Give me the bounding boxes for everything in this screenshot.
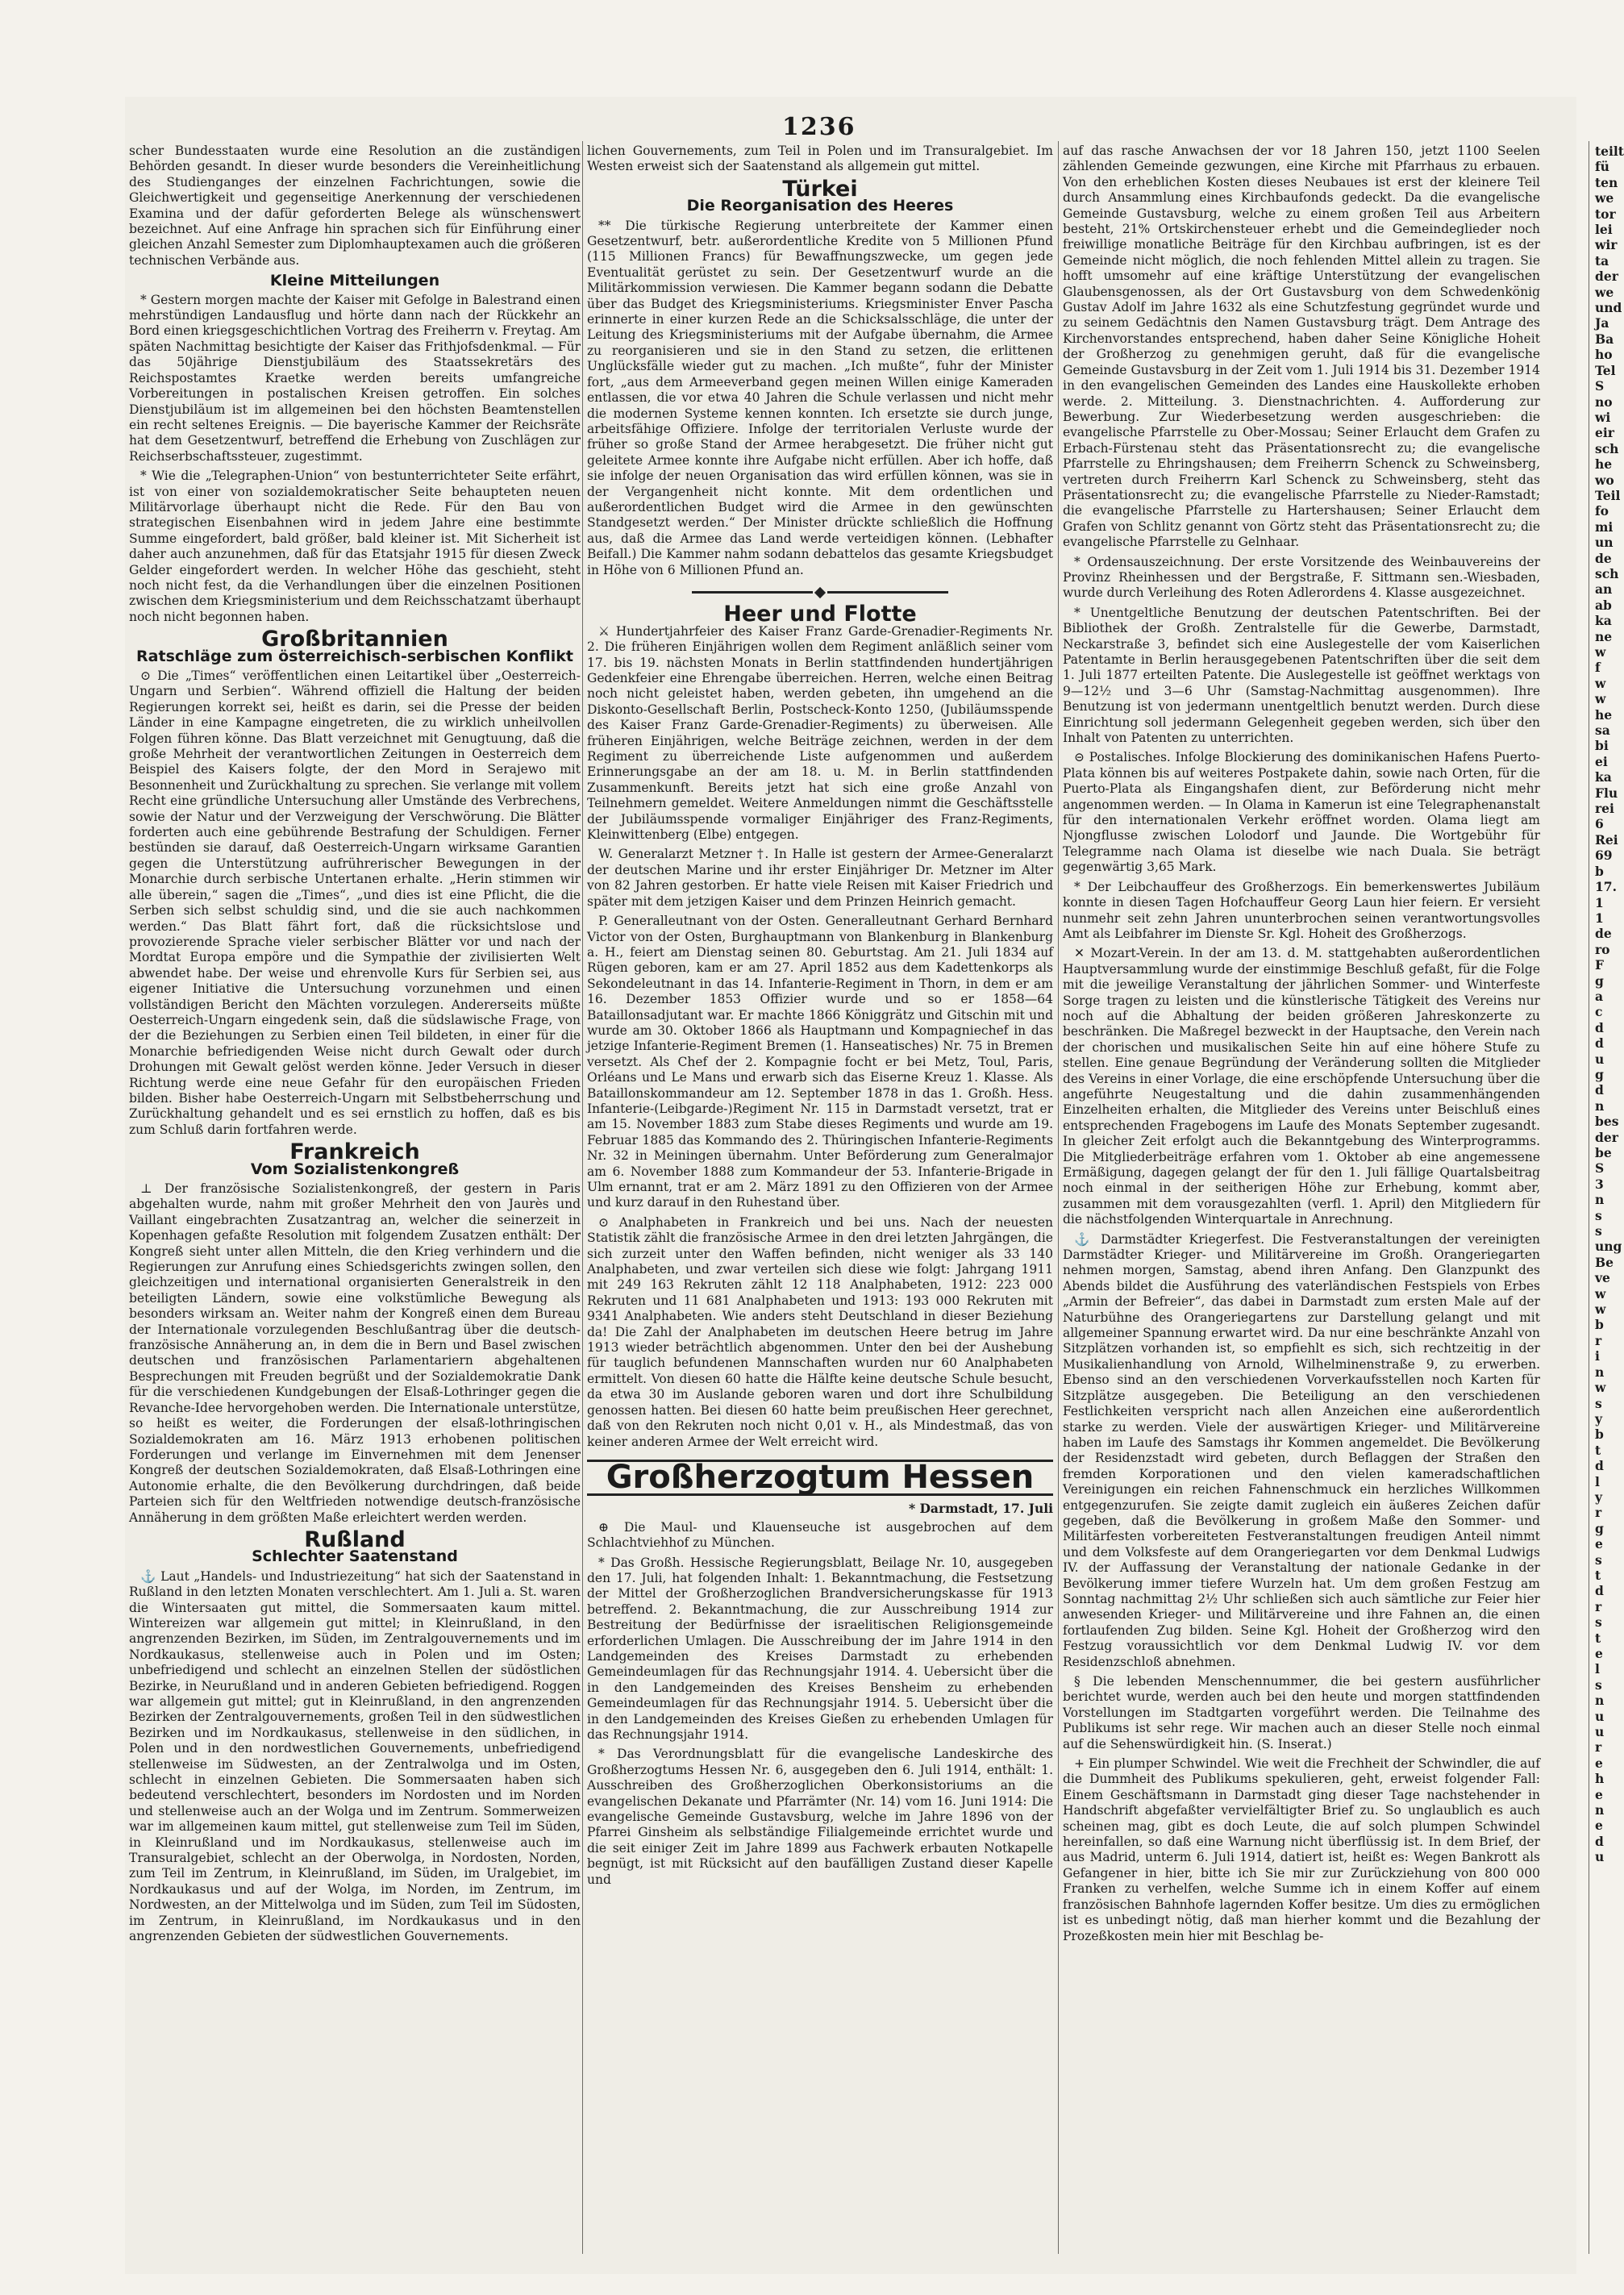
edge-fragment: s: [1595, 1676, 1602, 1693]
edge-fragment: l: [1595, 1661, 1600, 1677]
article-paragraph: P. Generalleutnant von der Osten. Generalleutnant Gerhard Bernhard Victor von der Osten, Burghauptmann von Blankenburg in Blankenburg a. H., feiert am Dienstag seinen 80. Geburtstag. Am 21. Juli 1834 auf Rügen geboren, kam er am 27. April 1852 aus dem Kadettenkorps als Sekondeleutnant in das 14. Infanterie-Regiment in Thorn, in dem er am 16. Dezember 1853 Offizier wurde und so er 1858—64 Bataillonsadjutant war. Er machte 1866 Königgrätz und Gitschin mit und wurde am 30. Oktober 1866 als Hauptmann und Kompagniechef in das jetzige Infanterie-Regiment Bremen (1. Hanseatisches) Nr. 75 in Bremen versetzt. Als Chef der 2. Kompagnie focht er bei Metz, Toul, Paris, Orléans und Le Mans und erwarb sich das Eiserne Kreuz 1. Klasse. Als Bataillonskommandeur am 12. September 1878 in das 1. Großh. Hess. Infanterie-(Leibgarde-)Regiment Nr. 115 in Darmstadt versetzt, trat er am 15. November 1883 zum Stabe dieses Regiments und wurde am 19. Februar 1885 das Kommando des 2. Thüringischen Infanterie-Regiments Nr. 32 in Meiningen übernahm. Unter Beförderung zum Generalmajor am 6. November 1888 zum Kommandeur der 53. Infanterie-Brigade in Ulm ernannt, trat er am 2. März 1891 zu den Offizieren von der Armee und kurz darauf in den Ruhestand über.: [587, 914, 1053, 1210]
article-paragraph: ⊕ Die Maul- und Klauenseuche ist ausgebrochen auf dem Schlachtviehhof zu München.: [587, 1519, 1053, 1551]
dateline: * Darmstadt, 17. Juli: [908, 1501, 1053, 1517]
article-paragraph: * Ordensauszeichnung. Der erste Vorsitzende des Weinbauvereins der Provinz Rheinhessen und der Bergstraße, F. Sittmann sen.-Wiesbaden, wurde durch Verleihung des Roten Adlerordens 4. Klasse ausgezeichnet.: [1063, 554, 1540, 601]
edge-fragment: tor: [1595, 206, 1616, 222]
edge-fragment: r: [1595, 1598, 1602, 1614]
column-rule-1: [582, 141, 583, 2254]
edge-fragment: ro: [1595, 941, 1610, 957]
edge-fragment: t: [1595, 1630, 1601, 1646]
article-headline: Schlechter Saatenstand: [252, 1547, 458, 1566]
edge-fragment: Teil: [1595, 487, 1621, 503]
edge-fragment: rei: [1595, 801, 1614, 817]
edge-fragment: wo: [1595, 472, 1614, 488]
edge-fragment: 1: [1595, 894, 1604, 910]
edge-fragment: d: [1595, 1019, 1604, 1035]
edge-fragment: y: [1595, 1410, 1603, 1427]
edge-fragment: Tel: [1595, 362, 1616, 378]
edge-fragment: b: [1595, 1317, 1604, 1333]
edge-fragment: g: [1595, 1520, 1604, 1536]
edge-fragment: F: [1595, 957, 1605, 973]
edge-fragment: e: [1595, 1536, 1603, 1552]
edge-fragment: ne: [1595, 628, 1613, 644]
edge-fragment: l: [1595, 1473, 1600, 1489]
section-heading-tuerkei: Türkei: [782, 176, 858, 202]
article-paragraph: ⊝ Postalisches. Infolge Blockierung des dominikanischen Hafens Puerto-Plata können bis auf weiteres Postpakete dahin, sowie nach Orten, für die Puerto-Plata als Eingangshafen dient, zur Beförderung nicht mehr angenommen werden. — In Olama in Kamerun ist eine Telegraphenanstalt für den internationalen Verkehr eröffnet worden. Olama liegt am Njongflusse zwischen Lolodorf und Jaunde. Die Wortgebühr für Telegramme nach Olama ist dieselbe wie nach Duala. Sie beträgt gegenwärtig 3,65 Mark.: [1063, 750, 1540, 875]
article-paragraph: W. Generalarzt Metzner †. In Halle ist gestern der Armee-Generalarzt der deutschen Marine und ihr erster Einjähriger Dr. Metzner im Alter von 82 Jahren gestorben. Er hatte viele Reisen mit Kaiser Friedrich und später mit dem jetzigen Kaiser und dem Prinzen Heinrich gemacht.: [587, 847, 1053, 909]
edge-fragment: wi: [1595, 409, 1611, 425]
edge-fragment: ka: [1595, 613, 1612, 629]
edge-fragment: n: [1595, 1364, 1605, 1380]
edge-fragment: ten: [1595, 174, 1618, 190]
edge-fragment: teilt: [1595, 144, 1624, 159]
edge-fragment: S: [1595, 1160, 1605, 1177]
edge-fragment: he: [1595, 706, 1613, 723]
edge-fragment: n: [1595, 1802, 1605, 1818]
section-heading-grossbritannien: Großbritannien: [261, 627, 448, 652]
edge-fragment: s: [1595, 1614, 1602, 1631]
edge-fragment: ka: [1595, 769, 1612, 785]
edge-fragment: u: [1595, 1724, 1605, 1740]
edge-fragment: 6: [1595, 816, 1604, 832]
edge-fragment: S: [1595, 378, 1605, 394]
edge-fragment: 17.: [1595, 879, 1617, 895]
edge-fragment: eir: [1595, 425, 1614, 441]
edge-fragment: g: [1595, 1066, 1604, 1082]
edge-fragment: w: [1595, 1380, 1606, 1396]
edge-fragment: und: [1595, 300, 1622, 316]
edge-fragment: 1: [1595, 910, 1604, 926]
edge-fragment: de: [1595, 926, 1612, 942]
article-continuation: lichen Gouvernements, zum Teil in Polen und im Transuralgebiet. Im Westen erweist sich der Saatenstand als allgemein gut mittel.: [587, 144, 1053, 174]
article-headline: Ratschläge zum österreichisch-serbischen Konflikt: [136, 647, 573, 665]
article-paragraph: ⊥ Der französische Sozialistenkongreß, der gestern in Paris abgehalten wurde, nahm mit großer Mehrheit den von Jaurès und Vaillant eingebrachten Zusatzantrag an, welcher die seinerzeit in Kopenhagen gefaßte Resolution mit folgendem Zusatzen enthält: Der Kongreß sieht unter allen Mitteln, die den Krieg verhindern und die Regierungen zur Anrufung eines Schiedsgerichts zwingen sollen, den gleichzeitigen und international organisierten Generalstreik in den beteiligten Ländern, sowie eine volkstümliche Bewegung als besonders wirksam an. Weiter nahm der Kongreß einen dem Bureau der Internationale vorzulegenden Beschlußantrag über die deutsch-französische Annäherung an, in dem die in Bern und Basel zwischen deutschen und französischen Parlamentariern abgehaltenen Besprechungen mit Freuden begrüßt und der Sozialdemokratie Dank für die verschiedenen Kundgebungen der Elsaß-Lothringer gegen die Revanche-Idee hervorgehoben werden. Die Internationale unterstütze, so heißt es weiter, die Forderungen der elsaß-lothringischen Sozialdemokraten am 16. März 1913 erhobenen politischen Forderungen und verlange im Einvernehmen mit dem Jenenser Kongreß der deutschen Sozialdemokraten, daß Elsaß-Lothringen eine Autonomie erhalte, die den Bevölkerung durchdringen, daß beide Parteien sich für den Weltfrieden notwendige deutsch-französische Annäherung in dem größten Maße erleichtert werden werden.: [129, 1181, 581, 1525]
article-paragraph: * Der Leibchauffeur des Großherzogs. Ein bemerkenswertes Jubiläum konnte in diesen Tagen Hofchauffeur Georg Laun hier feiern. Er versieht nunmehr seit zehn Jahren ununterbrochen seinen verantwortungsvolles Amt als Leibfahrer im Dienste Sr. Kgl. Hoheit des Großherzogs.: [1063, 879, 1540, 941]
article-paragraph: + Ein plumper Schwindel. Wie weit die Frechheit der Schwindler, die auf die Dummheit des Publikums spekulieren, geht, erweist folgender Fall: Einem Geschäftsmann in Darmstadt ging dieser Tage nachstehender in Handschrift abgefaßter vervielfältigter Brief zu. So unglaublich es auch scheinen mag, gibt es doch Leute, die auf solch plumpen Schwindel hereinfallen, so daß eine Warnung nicht überflüssig ist. In dem Brief, der aus Madrid, unterm 6. Juli 1914, datiert ist, heißt es: Wegen Bankrott als Gefangener in hier, bitte ich Sie mir zur Zurückziehung von 800 000 Franken zu verhelfen, welche Summe ich in einem Koffer auf einem französischen Bahnhofe lagernden Koffer besitze. Um dies zu ermöglichen ist es unbedingt nötig, daß man hierher kommt und die Bezahlung der Prozeßkosten mein hier mit Beschlag be-: [1063, 1756, 1540, 1943]
section-divider: [587, 585, 1053, 600]
article-headline: Die Reorganisation des Heeres: [686, 197, 954, 215]
edge-fragment: w: [1595, 691, 1606, 707]
edge-fragment: fü: [1595, 159, 1609, 175]
edge-fragment: lei: [1595, 222, 1613, 238]
edge-fragment: h: [1595, 1771, 1605, 1787]
edge-fragment: mi: [1595, 519, 1614, 535]
edge-fragment: s: [1595, 1223, 1602, 1239]
edge-fragment: e: [1595, 1786, 1603, 1802]
column-left: [129, 144, 581, 2256]
edge-fragment: un: [1595, 535, 1614, 551]
edge-fragment: sch: [1595, 565, 1619, 581]
edge-fragment: Be: [1595, 1254, 1614, 1270]
edge-fragment: d: [1595, 1035, 1604, 1052]
edge-fragment: ung: [1595, 1239, 1622, 1255]
edge-fragment: d: [1595, 1458, 1604, 1474]
edge-fragment: u: [1595, 1708, 1605, 1724]
edge-fragment: e: [1595, 1646, 1603, 1661]
edge-fragment: e: [1595, 1755, 1603, 1771]
edge-fragment: u: [1595, 1051, 1605, 1067]
column-right: [1063, 144, 1540, 2256]
adjacent-page-edge: [1595, 144, 1624, 2256]
article-paragraph: ⚓ Darmstädter Kriegerfest. Die Festveranstaltungen der vereinigten Darmstädter Krieger- und Militärvereine im Großh. Orangeriegarten nehmen morgen, Samstag, abend ihren Anfang. Den Glanzpunkt des Abends bildet die Ausführung des vaterländischen Festspiels von Erbes „Armin der Befreier“, das dabei in Darmstadt zum ersten Male auf der Naturbühne des Orangeriegartens zur Darstellung gelangt und mit allgemeiner Spannung erwartet wird. Da nur eine beschränkte Anzahl von Sitzplätzen vorhanden ist, so empfiehlt es sich, sich rechtzeitig in der Musikalienhandlung von Arnold, Wilhelminenstraße 9, zu erwerben. Ebenso sind an den verschiedenen Vorverkaufsstellen noch Karten für Sitzplätze ausgegeben. Die Beteiligung an den verschiedenen Festlichkeiten verspricht nach allen Anzeichen eine außerordentlich starke zu werden. Viele der auswärtigen Krieger- und Militärvereine haben im Laufe des Samstags ihr Kommen angemeldet. Die Bevölkerung der Residenzstadt wird gebeten, durch Beflaggen der Straßen den fremden Korporationen und den vielen kameradschaftlichen Vereinigungen ein reichen Fahnenschmuck ein herzliches Willkommen entgegenzurufen. Sie zeigte damit zugleich ein äußeres Zeichen dafür gegeben, daß die Bevölkerung in großem Maße den Sommer- und Militärfesten vorbereiteten Festveranstaltungen freudigen Anteil nimmt und dem Volksfeste auf dem Orangeriegarten vor dem Denkmal Ludwigs IV. der Auffassung der Veranstaltung der nationale Gedanke in der Bevölkerung immer tiefere Wurzeln hat. Um dem großen Festzug am Sonntag nachmittag 2½ Uhr schließen sich auch sämtliche zur Feier hier anwesenden Krieger- und Militärvereine und ihre Fahnen an, die einen fortlaufenden Zug bilden. Seine Kgl. Hoheit der Großherzog wird den Festzug voraussichtlich vor dem Denkmal Ludwig IV. vor dem Residenzschloß abnehmen.: [1063, 1231, 1540, 1669]
article-continuation: auf das rasche Anwachsen der vor 18 Jahren 150, jetzt 1100 Seelen zählenden Gemeinde gezwungen, eine Kirche mit Pfarrhaus zu erbauen. Von den erheblichen Kosten dieses Neubaues ist erst der kleinere Teil durch Ansammlung eines Kirchbaufonds gedeckt. Da die evangelische Gemeinde Gustavsburg, welche zu einem großen Teil aus Arbeitern besteht, 21% Ortskirchensteuer erhebt und die Gemeindeglieder noch freiwillige monatliche Beiträge für den Kirchbau aufbringen, ist es der Gemeinde nicht möglich, die noch fehlenden Mittel allein zu tragen. Sie hofft umsomehr auf eine kräftige Unterstützung der evangelischen Glaubensgenossen, als der Ort Gustavsburg von dem Schwedenkönig Gustav Adolf im Jahre 1632 als eine Schutzfestung gegründet wurde und zu seinem Gedächtnis den Namen Gustavsburg trägt. Dem Antrage des Kirchenvorstandes entsprechend, haben daher Seine Königliche Hoheit der Großherzog zu genehmigen geruht, daß für die evangelische Gemeinde Gustavsburg in der Zeit vom 1. Juli 1914 bis 31. Dezember 1914 in den evangelischen Gemeinden des Landes eine Hauskollekte erhoben werde. 2. Mitteilung. 3. Dienstnachrichten. 4. Aufforderung zur Bewerbung. Zur Wiederbesetzung werden ausgeschrieben: die evangelische Pfarrstelle zu Ober-Mossau; Seiner Erlaucht dem Grafen zu Erbach-Fürstenau steht das Präsentationsrecht zu; die evangelische Pfarrstelle zu Ehringshausen; dem Freiherrn Schenck zu Schweinsberg, vertreten durch Freiherrn Karl Schenck zu Schweinsberg, steht das Präsentationsrecht zu; die evangelische Pfarrstelle zu Nieder-Ramstadt; die evangelische Pfarrstelle zu Hartershausen; Seiner Erlaucht dem Grafen von Schlitz genannt von Görtz steht das Präsentationsrecht zu; die evangelische Pfarrstelle zu Gelnhaar.: [1063, 144, 1540, 550]
edge-fragment: t: [1595, 1567, 1601, 1583]
edge-fragment: e: [1595, 1818, 1603, 1834]
edge-fragment: w: [1595, 675, 1606, 691]
edge-fragment: sch: [1595, 440, 1619, 456]
edge-fragment: y: [1595, 1489, 1603, 1505]
edge-fragment: der: [1595, 269, 1618, 285]
section-heading-frankreich: Frankreich: [289, 1139, 420, 1165]
edge-fragment: s: [1595, 1395, 1602, 1411]
article-paragraph: * Gestern morgen machte der Kaiser mit Gefolge in Balestrand einen mehrstündigen Landausflug und hörte dann nach der Rückkehr an Bord einen kriegsgeschichtlichen Vortrag des Freiherrn v. Freytag. Am späten Nachmittag besichtigte der Kaiser das Frithjofsdenkmal. — Für das 50jährige Dienstjubiläum des Staatssekretärs des Reichspostamtes Kraetke werden bereits umfangreiche Vorbereitungen in postalischen Kreisen getroffen. Ein solches Dienstjubiläum ist im allgemeinen bei den höchsten Beamtenstellen ein recht seltenes Ereignis. — Die bayerische Kammer der Reichsräte hat dem Gesetzentwurf, betreffend die Erhebung von Zuschlägen zur Reichserbschaftssteuer, zugestimmt.: [129, 292, 581, 464]
column-middle: [587, 144, 1053, 2256]
article-paragraph: * Das Verordnungsblatt für die evangelische Landeskirche des Großherzogtums Hessen Nr. 6, ausgegeben den 6. Juli 1914, enthält: 1. Ausschreiben des Großherzoglichen Oberkonsistoriums an die evangelischen Dekanate und Pfarrämter (Nr. 14) vom 16. Juni 1914: Die evangelische Gemeinde Gustavsburg, welche im Jahre 1896 von der Pfarrei Ginsheim als selbständige Filialgemeinde errichtet wurde und die seit einiger Zeit im Jahre 1899 aus Fachwerk erbauten Notkapelle begnügt, ist mit Rücksicht auf den baufälligen Zustand dieser Kapelle und: [587, 1747, 1053, 1887]
article-paragraph: * Das Großh. Hessische Regierungsblatt, Beilage Nr. 10, ausgegeben den 17. Juli, hat folgenden Inhalt: 1. Bekanntmachung, die Festsetzung der Mittel der Großherzoglichen Brandversicherungskasse für 1913 betreffend. 2. Bekanntmachung, die zur Ausschreibung 1914 zur Bestreitung der Bedürfnisse der israelitischen Religionsgemeinde erforderlichen Umlagen. Die Ausschreibung der im Jahre 1914 in den Landgemeinden des Kreises Darmstadt zu erhebenden Gemeindeumlagen für das Rechnungsjahr 1914. 4. Uebersicht über die in den Landgemeinden des Kreises Bensheim zu erhebenden Gemeindeumlagen für das Rechnungsjahr 1914. 5. Uebersicht über die in den Landgemeinden des Kreises Gießen zu erhebenden Umlagen für das Rechnungsjahr 1914.: [587, 1555, 1053, 1742]
column-rule-2: [1058, 141, 1059, 2254]
article-paragraph: * Unentgeltliche Benutzung der deutschen Patentschriften. Bei der Bibliothek der Großh. Zentralstelle für die Gewerbe, Darmstadt, Neckarstraße 3, befindet sich eine Auslegestelle der vom Kaiserlichen Patentamte in Berlin herausgegebenen Patentschriften über die seit dem 1. Juli 1877 erteilten Patente. Die Auslegestelle ist geöffnet werktags von 9—12½ und 3—6 Uhr (Samstag-Nachmittag ausgenommen). Ihre Benutzung ist von jedermann unentgeltlich benutzt werden. Durch diese Einrichtung soll jedermann Gelegenheit gegeben werden, sich über den Inhalt von Patenten zu unterrichten.: [1063, 605, 1540, 746]
edge-fragment: r: [1595, 1739, 1602, 1756]
edge-fragment: we: [1595, 284, 1614, 300]
edge-fragment: wir: [1595, 237, 1618, 253]
article-paragraph: ⊙ Die „Times“ veröffentlichen einen Leitartikel über „Oesterreich-Ungarn und Serbien“. Während offiziell die Haltung der beiden Regierungen korrekt sei, heißt es darin, sei die Presse der beiden Länder in eine Kampagne eingetreten, die zu wirklich unheilvollen Folgen führen könne. Das Blatt verzeichnet mit Genugtuung, daß die große Mehrheit der verantwortlichen Zeitungen in Oesterreich dem Beispiel des Kaisers folgte, der den Mord in Serajewo mit Besonnenheit und Zurückhaltung zu sprechen. Sie verlange mit vollem Recht eine gründliche Untersuchung aller Umstände des Verbrechens, sowie der Natur und der Verzweigung der Verschwörung. Die Blätter forderten auch eine gebührende Bestrafung der Schuldigen. Ferner bestünden sie darauf, daß Oesterreich-Ungarn wirksame Garantien gegen die Unterstützung aufrührerischer Bewegungen in der Monarchie durch serbische Untertanen erhalte. „Herin stimmen wir alle überein,“ sagen die „Times“, „und dies ist eine Pflicht, die die Serben sich selbst schuldig sind, und die sie auch nachkommen werden.“ Das Blatt fährt fort, daß die rücksichtslose und provozierende Sprache vieler serbischer Blätter vor und nach der Mordtat Europa empöre und die Sympathie der zivilisierten Welt abwendet habe. Der weise und ehrenvolle Kurs für Serbien sei, aus eigener Initiative die Untersuchung vorzunehmen und einen vollständigen Bericht den Mächten vorzulegen. Andererseits müßte Oesterreich-Ungarn eingedenk sein, daß die südslawische Frage, von der die Beziehungen zu Serbien einen Teil bildeten, in einer für die Monarchie befriedigenden Weise nicht durch Gewalt oder durch Drohungen mit Gewalt gelöst werden könne. Jeder Versuch in dieser Richtung werde eine neue Gefahr für den europäischen Frieden bilden. Bisher habe Oesterreich-Ungarn mit Selbstbeherrschung und Zurückhaltung gehandelt und es sei ernstlich zu hoffen, daß es bis zum Schluß darin fortfahren werde.: [129, 669, 581, 1137]
section-heading-russland: Rußland: [304, 1527, 406, 1552]
edge-fragment: ab: [1595, 597, 1612, 613]
edge-fragment: ta: [1595, 252, 1609, 269]
edge-fragment: bes: [1595, 1114, 1619, 1130]
section-heading-heer-und-flotte: Heer und Flotte: [723, 602, 917, 627]
edge-fragment: i: [1595, 1348, 1600, 1364]
edge-fragment: t: [1595, 1442, 1601, 1458]
edge-fragment: Flu: [1595, 785, 1618, 801]
article-paragraph: ** Die türkische Regierung unterbreitete der Kammer einen Gesetzentwurf, betr. außerordentliche Kredite von 5 Millionen Pfund (115 Millionen Francs) für Bewaffnungszwecke, um gegen jede Eventualität gerüstet zu sein. Der Gesetzentwurf wurde an die Militärkommission verwiesen. Die Kammer begann sodann die Debatte über das Budget des Kriegsministeriums. Kriegsminister Enver Pascha erinnerte in einer kurzen Rede an die Schicksalsschläge, die unter der Leitung des Kriegsministeriums mit der Aufgabe übernahm, die Armee zu reorganisieren und sie in den Stand zu setzen, die erlittenen Unglücksfälle wieder gut zu machen. „Ich mußte“, fuhr der Minister fort, „aus dem Armeeverband gegen meinen Willen einige Kameraden entlassen, die vor etwa 40 Jahren die Schule verlassen und nicht mehr die modernen Systeme kennen konnten. Ich ersetzte sie durch junge, arbeitsfähige Offiziere. Infolge der territorialen Verluste wurde der früher so große Stand der Armee herabgesetzt. Die früher nicht gut geleitete Armee konnte ihre Aufgabe nicht erfüllen. Aber ich hoffe, daß sie infolge der neuen Organisation das wird erfüllen können, was sie in der Vergangenheit nicht konnte. Mit dem ordentlichen und außerordentlichen Budget wird die Armee in den gewünschten Standgesetzt werden.“ Der Minister drückte schließlich die Hoffnung aus, daß die Armee das Land werde verteidigen können. (Lebhafter Beifall.) Die Kammer nahm sodann debattelos das gesamte Kriegsbudget in Höhe von 6 Millionen Pfund an.: [587, 218, 1053, 577]
edge-fragment: r: [1595, 1505, 1602, 1521]
article-paragraph: * Wie die „Telegraphen-Union“ von bestunterrichteter Seite erfährt, ist von einer von sozialdemokratischer Seite behaupteten neuen Militärvorlage überhaupt nicht die Rede. Für den Bau von strategischen Eisenbahnen wird in jedem Jahre eine bestimmte Summe eingefordert, bald größer, bald kleiner ist. Mit Sicherheit ist daher auch anzunehmen, daß für das Etatsjahr 1915 für diesen Zweck Gelder eingefordert werden. In welcher Höhe das geschieht, steht noch nicht fest, da die Verhandlungen über die einzelnen Positionen zwischen dem Kriegsministerium und dem Reichsschatzamt überhaupt noch nicht begonnen haben.: [129, 469, 581, 624]
edge-fragment: de: [1595, 550, 1612, 566]
edge-fragment: r: [1595, 1332, 1602, 1348]
edge-fragment: s: [1595, 1207, 1602, 1223]
page-number: 1236: [782, 113, 856, 141]
edge-fragment: ve: [1595, 1270, 1610, 1286]
edge-fragment: d: [1595, 1082, 1604, 1098]
edge-fragment: w: [1595, 1302, 1606, 1318]
edge-fragment: 3: [1595, 1176, 1604, 1192]
edge-fragment: d: [1595, 1583, 1604, 1599]
edge-fragment: f: [1595, 660, 1601, 676]
edge-fragment: c: [1595, 1004, 1603, 1020]
edge-fragment: w: [1595, 1285, 1606, 1302]
edge-fragment: no: [1595, 394, 1613, 410]
edge-fragment: Rei: [1595, 831, 1618, 848]
section-heading-kleine: Kleine Mitteilungen: [269, 272, 440, 290]
edge-fragment: b: [1595, 1427, 1604, 1443]
article-paragraph: ⚔ Hundertjahrfeier des Kaiser Franz Garde-Grenadier-Regiments Nr. 2. Die früheren Einjährigen wollen dem Regiment anläßlich seiner vom 17. bis 19. nächsten Monats in Berlin stattfindenden hundertjährigen Gedenkfeier eine Ehrengabe überreichen. Herren, welche einen Beitrag noch nicht geleistet haben, werden gebeten, ihn umgehend an die Diskonto-Gesellschaft Berlin, Postscheck-Konto 1250, (Jubiläumsspende des Kaiser Franz Garde-Grenadier-Regiments) zu überweisen. Alle früheren Einjährigen, welche Beiträge zeichnen, werden in der dem Regiment zu überreichende Liste aufgenommen und außerdem Erinnerungsgabe an der am 18. u. M. in Berlin stattfindenden Zusammenkunft. Bereits jetzt hat sich eine große Anzahl von Teilnehmern gemeldet. Weitere Anmeldungen nimmt die Geschäftsstelle der Jubiläumsspende vormaliger Einjähriger des Franz-Regiments, Kleinwittenberg (Elbe) entgegen.: [587, 623, 1053, 843]
edge-fragment: der: [1595, 1129, 1618, 1145]
edge-fragment: u: [1595, 1849, 1605, 1865]
edge-fragment: he: [1595, 456, 1613, 473]
edge-fragment: Ja: [1595, 315, 1609, 331]
regional-section-banner: Großherzogtum Hessen: [587, 1460, 1053, 1496]
article-paragraph: ⚓ Laut „Handels- und Industriezeitung“ hat sich der Saatenstand in Rußland in den letzten Monaten verschlechtert. Am 1. Juli a. St. waren die Wintersaaten gut mittel, die Sommersaaten kaum mittel. Wintereizen war allgemein gut mittel; in Kleinrußland, in den angrenzenden Bezirken, im Süden, im Zentralgouvernements und im Nordkaukasus, stellenweise auch in Polen und im Osten; unbefriedigend und schlecht an einzelnen Stellen der südöstlichen Bezirke, in Neurußland und in anderen Gebieten befriedigend. Roggen war allgemein gut mittel; gut in Kleinrußland, in den angrenzenden Bezirken der Zentralgouvernements, großen Teil in den südwestlichen Bezirken und im Nordkaukasus, stellenweise in den südlichen, in Polen und in den nordwestlichen Gouvernements, unbefriedigend stellenweise im Südwesten, an der Zentralwolga und im Osten, schlecht in einzelnen Gebieten. Die Sommersaaten haben sich bedeutend verschlechtert, besonders im Nordosten und im Norden und stellenweise auch an der Wolga und im Zentrum. Sommerweizen war im allgemeinen kaum mittel, gut stellenweise zum Teil im Süden, in Kleinrußland und im Nordkaukasus, stellenweise auch im Transuralgebiet, schlecht an der Oberwolga, in Nordosten, Norden, zum Teil im Zentrum, in Kleinrußland, im Süden, im Uralgebiet, im Nordkaukasus und auf der Wolga, im Norden, im Zentrum, im Nordwesten, an der Mittelwolga und im Süden, zum Teil im Südosten, im Zentrum, in Kleinrußland, im Nordkaukasus und in den angrenzenden Gebieten der südwestlichen Gouvernements.: [129, 1568, 581, 1944]
edge-fragment: w: [1595, 644, 1606, 660]
edge-fragment: b: [1595, 863, 1604, 879]
article-paragraph: ✕ Mozart-Verein. In der am 13. d. M. stattgehabten außerordentlichen Hauptversammlung wurde der einstimmige Beschluß gefaßt, für die Folge mit die jeweilige Veranstaltung der jährlichen Sommer- und Winterfeste Sorge tragen zu leisten und die künstlerische Tätigkeit des Vereins nur noch auf die Abhaltung der beiden größeren Jahreskonzerte zu beschränken. Die Maßregel bezweckt in der Hauptsache, den Verein nach der chorischen und musikalischen Seite hin auf eine höhere Stufe zu stellen. Eine genaue Begründung der Veränderung sollten die Mitglieder des Vereins in einer Vorlage, die eine erschöpfende Untersuchung über die angeführte Neugestaltung und die dahin zusammenhängenden Einzelheiten erhalten, die Mitglieder des Vereins unter Beischluß eines entsprechenden Fragebogens im Laufe des Monats September zugesandt. In gleicher Zeit erfolgt auch die Bekanntgebung des Winterprogramms. Die Mitgliederbeiträge erfahren vom 1. Oktober ab eine angemessene Ermäßigung, dagegen gelangt der für den 1. Juli fällige Quartalsbeitrag noch einmal in der seitherigen Höhe zur Erhebung, kommt aber, zusammen mit dem vorausgezahlten (verfl. 1. April) den Mitgliedern für die nächstfolgenden Winterquartale in Anrechnung.: [1063, 946, 1540, 1227]
edge-fragment: ei: [1595, 753, 1608, 769]
edge-fragment: g: [1595, 973, 1604, 989]
edge-fragment: fo: [1595, 503, 1609, 519]
edge-fragment: sa: [1595, 723, 1610, 739]
article-headline: Vom Sozialistenkongreß: [250, 1160, 460, 1178]
edge-fragment: n: [1595, 1693, 1605, 1709]
edge-fragment: d: [1595, 1833, 1604, 1849]
edge-fragment: we: [1595, 190, 1614, 206]
edge-fragment: an: [1595, 581, 1613, 598]
edge-fragment: s: [1595, 1552, 1602, 1568]
edge-fragment: Ba: [1595, 331, 1614, 347]
article-paragraph: § Die lebenden Menschennummer, die bei gestern ausführlicher berichtet wurde, werden auch bei den heute und morgen stattfindenden Vorstellungen im Stadtgarten vorgeführt werden. Die Teilnahme des Publikums ist sehr rege. Wir machen auch an dieser Stelle noch einmal auf die Sehenswürdigkeit hin. (S. Inserat.): [1063, 1674, 1540, 1751]
edge-fragment: bi: [1595, 738, 1609, 754]
article-paragraph: ⊙ Analphabeten in Frankreich und bei uns. Nach der neuesten Statistik zählt die französische Armee in den drei letzten Jahrgängen, die sich zurzeit unter den Waffen befinden, nicht weniger als 33 140 Analphabeten, und zwar verteilen sich diese wie folgt: Jahrgang 1911 mit 249 163 Rekruten zählt 12 118 Analphabeten, 1912: 223 000 Rekruten und 11 681 Analphabeten und 1913: 193 000 Rekruten mit 9341 Analphabeten. Wie anders steht Deutschland in dieser Beziehung da! Die Zahl der Analphabeten im deutschen Heere betrug im Jahre 1913 wieder beträchtlich abgenommen. Unter den bei der Aushebung für tauglich befundenen Mannschaften wurden nur 60 Analphabeten ermittelt. Von diesen 60 hatte die Hälfte keine deutsche Schule besucht, da etwa 30 im Auslande geboren waren und dort ihre Schulbildung genossen hatten. Bei diesen 60 hatte beim preußischen Heer gerechnet, daß von den Rekruten noch nicht 0,01 v. H., als Mindestmaß, das von keiner anderen Armee der Welt erreicht wird.: [587, 1214, 1053, 1449]
edge-fragment: n: [1595, 1192, 1605, 1208]
edge-fragment: 69: [1595, 848, 1613, 864]
edge-fragment: ho: [1595, 347, 1613, 363]
edge-fragment: n: [1595, 1098, 1605, 1114]
article-continuation: scher Bundesstaaten wurde eine Resolution an die zuständigen Behörden gesandt. In dieser wurde besonders die Vereinheitlichung des Studienganges der einzelnen Fachrichtungen, sowie die Gleichwertigkeit und gegenseitige Anerkennung der verschiedenen Examina und der dafür geforderten Belege als wünschenswert bezeichnet. Auf eine Anfrage hin sprachen sich für Einführung einer gleichen Anzahl Semester zum Diplomhauptexamen auch die größeren technischen Verbände aus.: [129, 144, 581, 268]
edge-fragment: a: [1595, 988, 1604, 1004]
edge-fragment: be: [1595, 1145, 1612, 1160]
